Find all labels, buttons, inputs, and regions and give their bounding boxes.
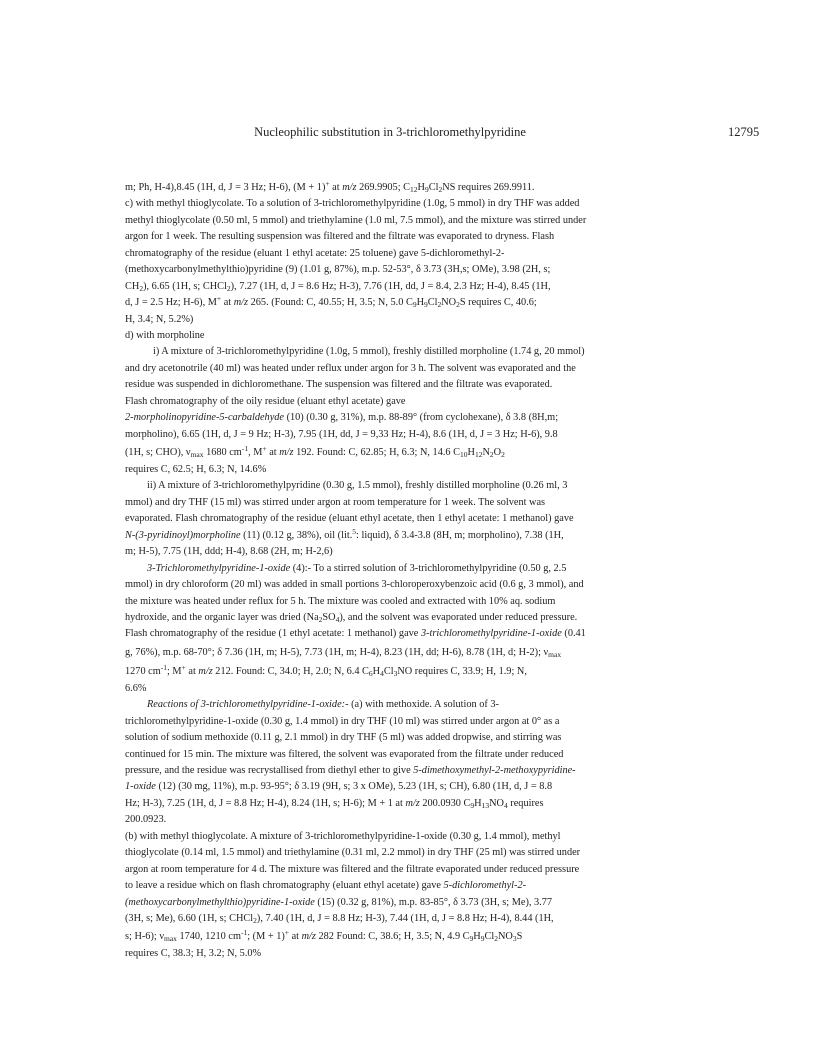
text-line: trichloromethylpyridine-1-oxide (0.30 g, 1.4 mmol) in dry THF (10 ml) was stirred under argon at 0° as a [125,715,560,727]
text-line: continued for 15 min. The mixture was filtered, the solvent was evaporated from the filtrate under reduced [125,748,564,760]
text-line: H, 3.4; N, 5.2%) [125,313,194,325]
text-line: mmol) and dry THF (15 ml) was stirred under argon at room temperature for 1 week. The solvent was [125,496,546,508]
experimental-text [125,180,715,963]
text-line: requires C, 38.3; H, 3.2; N, 5.0% [125,948,262,960]
text-line: 2-morpholinopyridine-5-carbaldehyde (10) (0.30 g, 31%), m.p. 88-89° (from cyclohexane), δ 3.8 (8H,m; [125,412,559,424]
text-line: Flash chromatography of the oily residue (eluant ethyl acetate) gave [125,395,406,407]
text-line: (b) with methyl thioglycolate. A mixture of 3-trichloromethylpyridine-1-oxide (0.30 g, 1.4 mmol), methyl [125,830,561,842]
text-line: d, J = 2.5 Hz; H-6), M+ at m/z 265. (Found: C, 40.55; H, 3.5; N, 5.0 $C_9H_9Cl_2NO_2S$ requires C, 40.6; [125,294,537,310]
text-line: s; H-6); $\nu_{max}$ 1740, 1210 $cm^{-1}$; (M + 1)+ at m/z 282 Found: C, 38.6; H, 3.5; N, 4.9 $C_9H_9Cl_2NO_3S$ [125,928,523,944]
text-line: g, 76%), m.p. 68-70°; δ 7.36 (1H, m; H-5), 7.73 (1H, m; H-4), 8.23 (1H, dd; H-6), 8.78 (1H, d; H-2); $\nu_{max}$ [125,646,562,659]
running-title: Nucleophilic substitution in 3-trichloromethylpyridine [254,125,526,139]
text-line: requires C, 62.5; H, 6.3; N, 14.6% [125,464,267,475]
text-line: argon for 1 week. The resulting suspension was filtered and the filtrate was evaporated to dryness. Flash [125,231,555,243]
text-line: thioglycolate (0.14 ml, 1.5 mmol) and triethylamine (0.31 ml, 2.2 mmol) in dry THF (25 ml) was stirred under [125,847,581,859]
text-line: m; H-5), 7.75 (1H, ddd; H-4), 8.68 (2H, m; H-2,6) [125,546,333,558]
text-line: c) with methyl thioglycolate. To a solution of 3-trichloromethylpyridine (1.0g, 5 mmol) in dry THF was added [125,198,580,210]
text-line: i) A mixture of 3-trichloromethylpyridine (1.0g, 5 mmol), freshly distilled morpholine (1.74 g, 20 mmol) [153,346,585,358]
text-line: (3H, s; Me), 6.60 (1H, s; CHCl$_2$), 7.40 (1H, d, J = 8.8 Hz; H-3), 7.44 (1H, d, J = 8.8 Hz; H-4), 8.44 (1H, [125,912,554,925]
text-line: N-(3-pyridinoyl)morpholine (11) (0.12 g, 38%), oil (lit.$^5$: liquid), δ 3.4-3.8 (8H, m; morpholino), 7.38 (1H, [125,526,564,541]
text-line: m; Ph, H-4),8.45 (1H, d, J = 3 Hz; H-6), (M + 1)+ at m/z 269.9905; $C_{12}H_9Cl_2NS$ requires 269.9911. [125,179,535,194]
text-line: 1270 $cm^{-1}$; M+ at m/z 212. Found: C, 34.0; H, 2.0; N, 6.4 $C_6H_4Cl_3NO$ requires C, 33.9; H, 1.9; N, [125,662,527,678]
text-line: (methoxycarbonylmethylthio)pyridine-1-oxide (15) (0.32 g, 81%), m.p. 83-85°, δ 3.73 (3H, s; Me), 3.77 [125,896,553,908]
text-line: morpholino), 6.65 (1H, d, J = 9 Hz; H-3), 7.95 (1H, dd, J = 9,33 Hz; H-4), 8.6 (1H, d, J = 3 Hz; H-6), 9.8 [125,428,558,440]
text-line: pressure, and the residue was recrystallised from diethyl ether to give 5-dimethoxymethyl-2-methoxypyridine- [125,765,576,776]
text-line: 6.6% [125,682,147,694]
text-line: argon at room temperature for 4 d. The mixture was filtered and the filtrate evaporated under reduced pressure [125,863,580,875]
text-line: $CH_2$), 6.65 (1H, s; CHCl$_2$), 7.27 (1H, d, J = 8.6 Hz; H-3), 7.76 (1H, dd, J = 8.4, 2.3 Hz; H-4), 8.45 (1H, [125,280,551,293]
text-line: (methoxycarbonylmethylthio)pyridine (9) (1.01 g, 87%), m.p. 52-53°, δ 3.73 (3H,s; OMe), 3.98 (2H, s; [125,264,551,276]
text-line: Hz; H-3), 7.25 (1H, d, J = 8.8 Hz; H-4), 8.24 (1H, s; H-6); M + 1 at m/z 200.0930 $C_9H_{13}NO_4$ requires [125,797,544,810]
text-line: hydroxide, and the organic layer was dried $(Na_2SO_4)$, and the solvent was evaporated under reduced pressure. [125,611,578,624]
text-line: (1H, s; CHO), $\nu_{max}$ 1680 $cm^{-1}$, M+ at m/z 192. Found: C, 62.85; H, 6.3; N, 14.6 $C_{10}H_{12}N_2O_2$ [125,444,505,459]
text-line: chromatography of the residue (eluant 1 ethyl acetate: 25 toluene) gave 5-dichloromethyl-2- [125,247,505,259]
text-line: 1-oxide (12) (30 mg, 11%), m.p. 93-95°; δ 3.19 (9H, s; 3 x OMe), 5.23 (1H, s; CH), 6.80 (1H, d, J = 8.8 [125,781,553,793]
text-line: and dry acetonotrile (40 ml) was heated under reflux under argon for 3 h. The solvent was evaporated and the [125,362,576,374]
text-line: ii) A mixture of 3-trichloromethylpyridine (0.30 g, 1.5 mmol), freshly distilled morpholine (0.26 ml, 3 [147,480,568,492]
text-line: methyl thioglycolate (0.50 ml, 5 mmol) and triethylamine (1.0 ml, 7.5 mmol), and the mixture was stirred under [125,214,587,226]
text-line: Flash chromatography of the residue (1 ethyl acetate: 1 methanol) gave 3-trichloromethylpyridine-1-oxide (0.41 [125,628,586,640]
text-line: evaporated. Flash chromatography of the residue (eluant ethyl acetate, then 1 ethyl acetate: 1 methanol) gave [125,513,574,525]
text-line: 3-Trichloromethylpyridine-1-oxide (4):- To a stirred solution of 3-trichloromethylpyridine (0.50 g, 2.5 [147,562,567,574]
text-line: mmol) in dry chloroform (20 ml) was added in small portions 3-chloroperoxybenzoic acid (0.6 g, 3 mmol), and [125,579,584,591]
text-line: the mixture was heated under reflux for 5 h. The mixture was cooled and extracted with 10% aq. sodium [125,595,556,607]
text-line: residue was suspended in dichloromethane. The suspension was filtered and the filtrate was evaporated. [125,379,553,391]
section-heading: d) with morpholine [125,329,205,341]
text-line: Reactions of 3-trichloromethylpyridine-1-oxide:- (a) with methoxide. A solution of 3- [147,699,499,711]
text-line: solution of sodium methoxide (0.11 g, 2.1 mmol) in dry THF (5 ml) was added dropwise, and stirring was [125,732,562,744]
page-number: 12795 [728,125,760,139]
text-line: 200.0923. [125,814,167,826]
text-line: to leave a residue which on flash chromatography (eluant ethyl acetate) gave 5-dichloromethyl-2- [125,880,527,892]
